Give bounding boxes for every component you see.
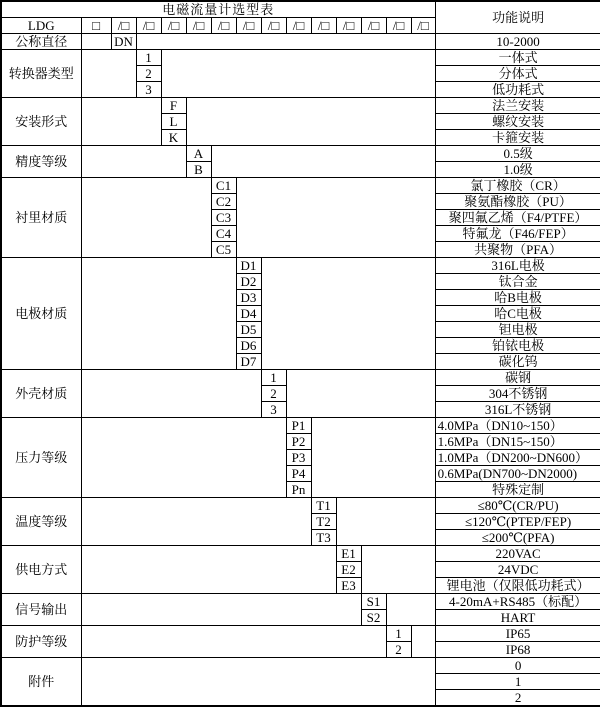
model-segment-box: /□ (386, 18, 411, 34)
spacer-cell (81, 34, 111, 50)
spacer-cell (81, 594, 361, 626)
spacer-cell (311, 418, 435, 498)
code-cell: D1 (236, 258, 261, 274)
table-row (1, 146, 600, 162)
spacer-cell (186, 98, 435, 146)
table-title: 电磁流量计选型表 (1, 1, 435, 18)
code-cell: C3 (211, 210, 236, 226)
code-cell: 1 (261, 370, 286, 386)
table-row (1, 546, 600, 562)
code-cell: Pn (286, 482, 311, 498)
code-cell: A (186, 146, 211, 162)
desc-cell: 碳化钨 (435, 354, 600, 370)
code-cell: T2 (311, 514, 336, 530)
spacer-cell (81, 258, 236, 370)
code-cell: 1 (136, 50, 161, 66)
code-cell: S1 (361, 594, 386, 610)
code-cell: C1 (211, 178, 236, 194)
code-cell: E3 (336, 578, 361, 594)
code-cell: C5 (211, 242, 236, 258)
code-cell: 2 (261, 386, 286, 402)
model-segment-box: /□ (136, 18, 161, 34)
code-cell: 2 (435, 690, 600, 707)
function-desc-header: 功能说明 (435, 1, 600, 34)
desc-cell: 24VDC (435, 562, 600, 578)
table-row (1, 626, 600, 642)
code-cell: P2 (286, 434, 311, 450)
table-row (1, 594, 600, 610)
table-row (1, 418, 600, 434)
desc-cell: 螺纹安装 (435, 114, 600, 130)
desc-cell: 铂铱电极 (435, 338, 600, 354)
desc-cell: 0.5级 (435, 146, 600, 162)
code-cell: 0 (435, 658, 600, 674)
code-cell: D7 (236, 354, 261, 370)
desc-cell: 4.0MPa（DN10~150） (435, 418, 600, 434)
desc-cell: 316L不锈钢 (435, 402, 600, 418)
code-cell: F (161, 98, 186, 114)
spacer-cell (411, 626, 435, 658)
desc-cell: 碳钢 (435, 370, 600, 386)
desc-cell: 1.0MPa（DN200~DN600） (435, 450, 600, 466)
spacer-cell (81, 178, 211, 258)
table-row (1, 370, 600, 386)
desc-cell: 哈B电极 (435, 290, 600, 306)
desc-cell: 低功耗式 (435, 82, 600, 98)
code-cell: E1 (336, 546, 361, 562)
desc-cell: 10-2000 (435, 34, 600, 50)
code-cell: C4 (211, 226, 236, 242)
code-cell: S2 (361, 610, 386, 626)
model-segment-box: /□ (411, 18, 435, 34)
desc-cell: IP68 (435, 642, 600, 658)
spacer-cell (81, 98, 161, 146)
desc-cell: 钽电极 (435, 322, 600, 338)
group-name-cell: 公称直径 (1, 34, 81, 50)
table-row (1, 98, 600, 114)
spacer-cell (336, 498, 435, 546)
desc-cell: IP65 (435, 626, 600, 642)
desc-cell: 一体式 (435, 50, 600, 66)
desc-cell: 聚氨酯橡胶（PU） (435, 194, 600, 210)
code-cell: 1 (435, 674, 600, 690)
desc-cell: 法兰安装 (435, 98, 600, 114)
group-name-cell: 转换器类型 (1, 50, 81, 98)
code-cell: D5 (236, 322, 261, 338)
code-cell: 1 (386, 626, 411, 642)
spacer-cell (361, 546, 435, 594)
desc-cell: 锂电池（仅限低功耗式） (435, 578, 600, 594)
group-name-cell: 精度等级 (1, 146, 81, 178)
title-row (1, 1, 600, 18)
group-name-cell: 衬里材质 (1, 178, 81, 258)
spacer-cell (81, 146, 186, 178)
spacer-cell (81, 658, 435, 707)
spacer-cell (236, 178, 435, 258)
model-segment-box: /□ (261, 18, 286, 34)
model-segment-box: /□ (336, 18, 361, 34)
desc-cell: 氯丁橡胶（CR） (435, 178, 600, 194)
desc-cell: 卡箍安装 (435, 130, 600, 146)
desc-cell: 1.0级 (435, 162, 600, 178)
spacer-cell (81, 498, 311, 546)
table-row (1, 50, 600, 66)
model-segment-box: /□ (111, 18, 136, 34)
code-cell: D2 (236, 274, 261, 290)
code-cell: B (186, 162, 211, 178)
group-name-cell: 电极材质 (1, 258, 81, 370)
model-segment-box: /□ (236, 18, 261, 34)
code-cell: 3 (136, 82, 161, 98)
model-segment-box: /□ (211, 18, 236, 34)
code-cell: 2 (386, 642, 411, 658)
code-cell: T3 (311, 530, 336, 546)
code-cell: 2 (136, 66, 161, 82)
model-prefix-cell: LDG (1, 18, 81, 34)
table-row (1, 658, 600, 674)
desc-cell: 分体式 (435, 66, 600, 82)
code-cell: 3 (261, 402, 286, 418)
code-cell: D6 (236, 338, 261, 354)
code-cell: C2 (211, 194, 236, 210)
desc-cell: 特殊定制 (435, 482, 600, 498)
spacer-cell (386, 594, 435, 626)
spacer-cell (286, 370, 435, 418)
code-cell: D3 (236, 290, 261, 306)
table-row (1, 258, 600, 274)
desc-cell: 共聚物（PFA） (435, 242, 600, 258)
desc-cell: ≤80℃(CR/PU) (435, 498, 600, 514)
code-cell: T1 (311, 498, 336, 514)
model-digit-box: □ (81, 18, 111, 34)
desc-cell: 聚四氟乙烯（F4/PTFE） (435, 210, 600, 226)
spacer-cell (211, 146, 435, 178)
spacer-cell (81, 370, 261, 418)
desc-cell: HART (435, 610, 600, 626)
desc-cell: 哈C电极 (435, 306, 600, 322)
spacer-cell (161, 50, 435, 98)
table-row (1, 178, 600, 194)
group-name-cell: 温度等级 (1, 498, 81, 546)
desc-cell: 220VAC (435, 546, 600, 562)
group-name-cell: 附件 (1, 658, 81, 707)
code-cell: L (161, 114, 186, 130)
table-row (1, 34, 600, 50)
model-segment-box: /□ (186, 18, 211, 34)
desc-cell: 316L电极 (435, 258, 600, 274)
desc-cell: ≤120℃(PTEP/FEP) (435, 514, 600, 530)
code-cell: DN (111, 34, 136, 50)
model-segment-box: /□ (361, 18, 386, 34)
code-cell: E2 (336, 562, 361, 578)
group-name-cell: 外壳材质 (1, 370, 81, 418)
desc-cell: 特氟龙（F46/FEP） (435, 226, 600, 242)
code-cell: K (161, 130, 186, 146)
table-row (1, 498, 600, 514)
group-name-cell: 压力等级 (1, 418, 81, 498)
model-segment-box: /□ (311, 18, 336, 34)
spacer-cell (81, 418, 286, 498)
desc-cell: 0.6MPa(DN700~DN2000) (435, 466, 600, 482)
desc-cell: 4-20mA+RS485（标配） (435, 594, 600, 610)
group-name-cell: 安装形式 (1, 98, 81, 146)
model-segment-box: /□ (161, 18, 186, 34)
spacer-cell (136, 34, 435, 50)
code-cell: P4 (286, 466, 311, 482)
spacer-cell (81, 50, 136, 98)
desc-cell: ≤200℃(PFA) (435, 530, 600, 546)
group-name-cell: 供电方式 (1, 546, 81, 594)
desc-cell: 1.6MPa（DN15~150） (435, 434, 600, 450)
model-segment-box: /□ (286, 18, 311, 34)
desc-cell: 钛合金 (435, 274, 600, 290)
group-name-cell: 信号输出 (1, 594, 81, 626)
desc-cell: 304不锈钢 (435, 386, 600, 402)
spacer-cell (261, 258, 435, 370)
code-cell: P1 (286, 418, 311, 434)
group-name-cell: 防护等级 (1, 626, 81, 658)
spacer-cell (81, 546, 336, 594)
code-cell: P3 (286, 450, 311, 466)
spacer-cell (81, 626, 386, 658)
code-cell: D4 (236, 306, 261, 322)
